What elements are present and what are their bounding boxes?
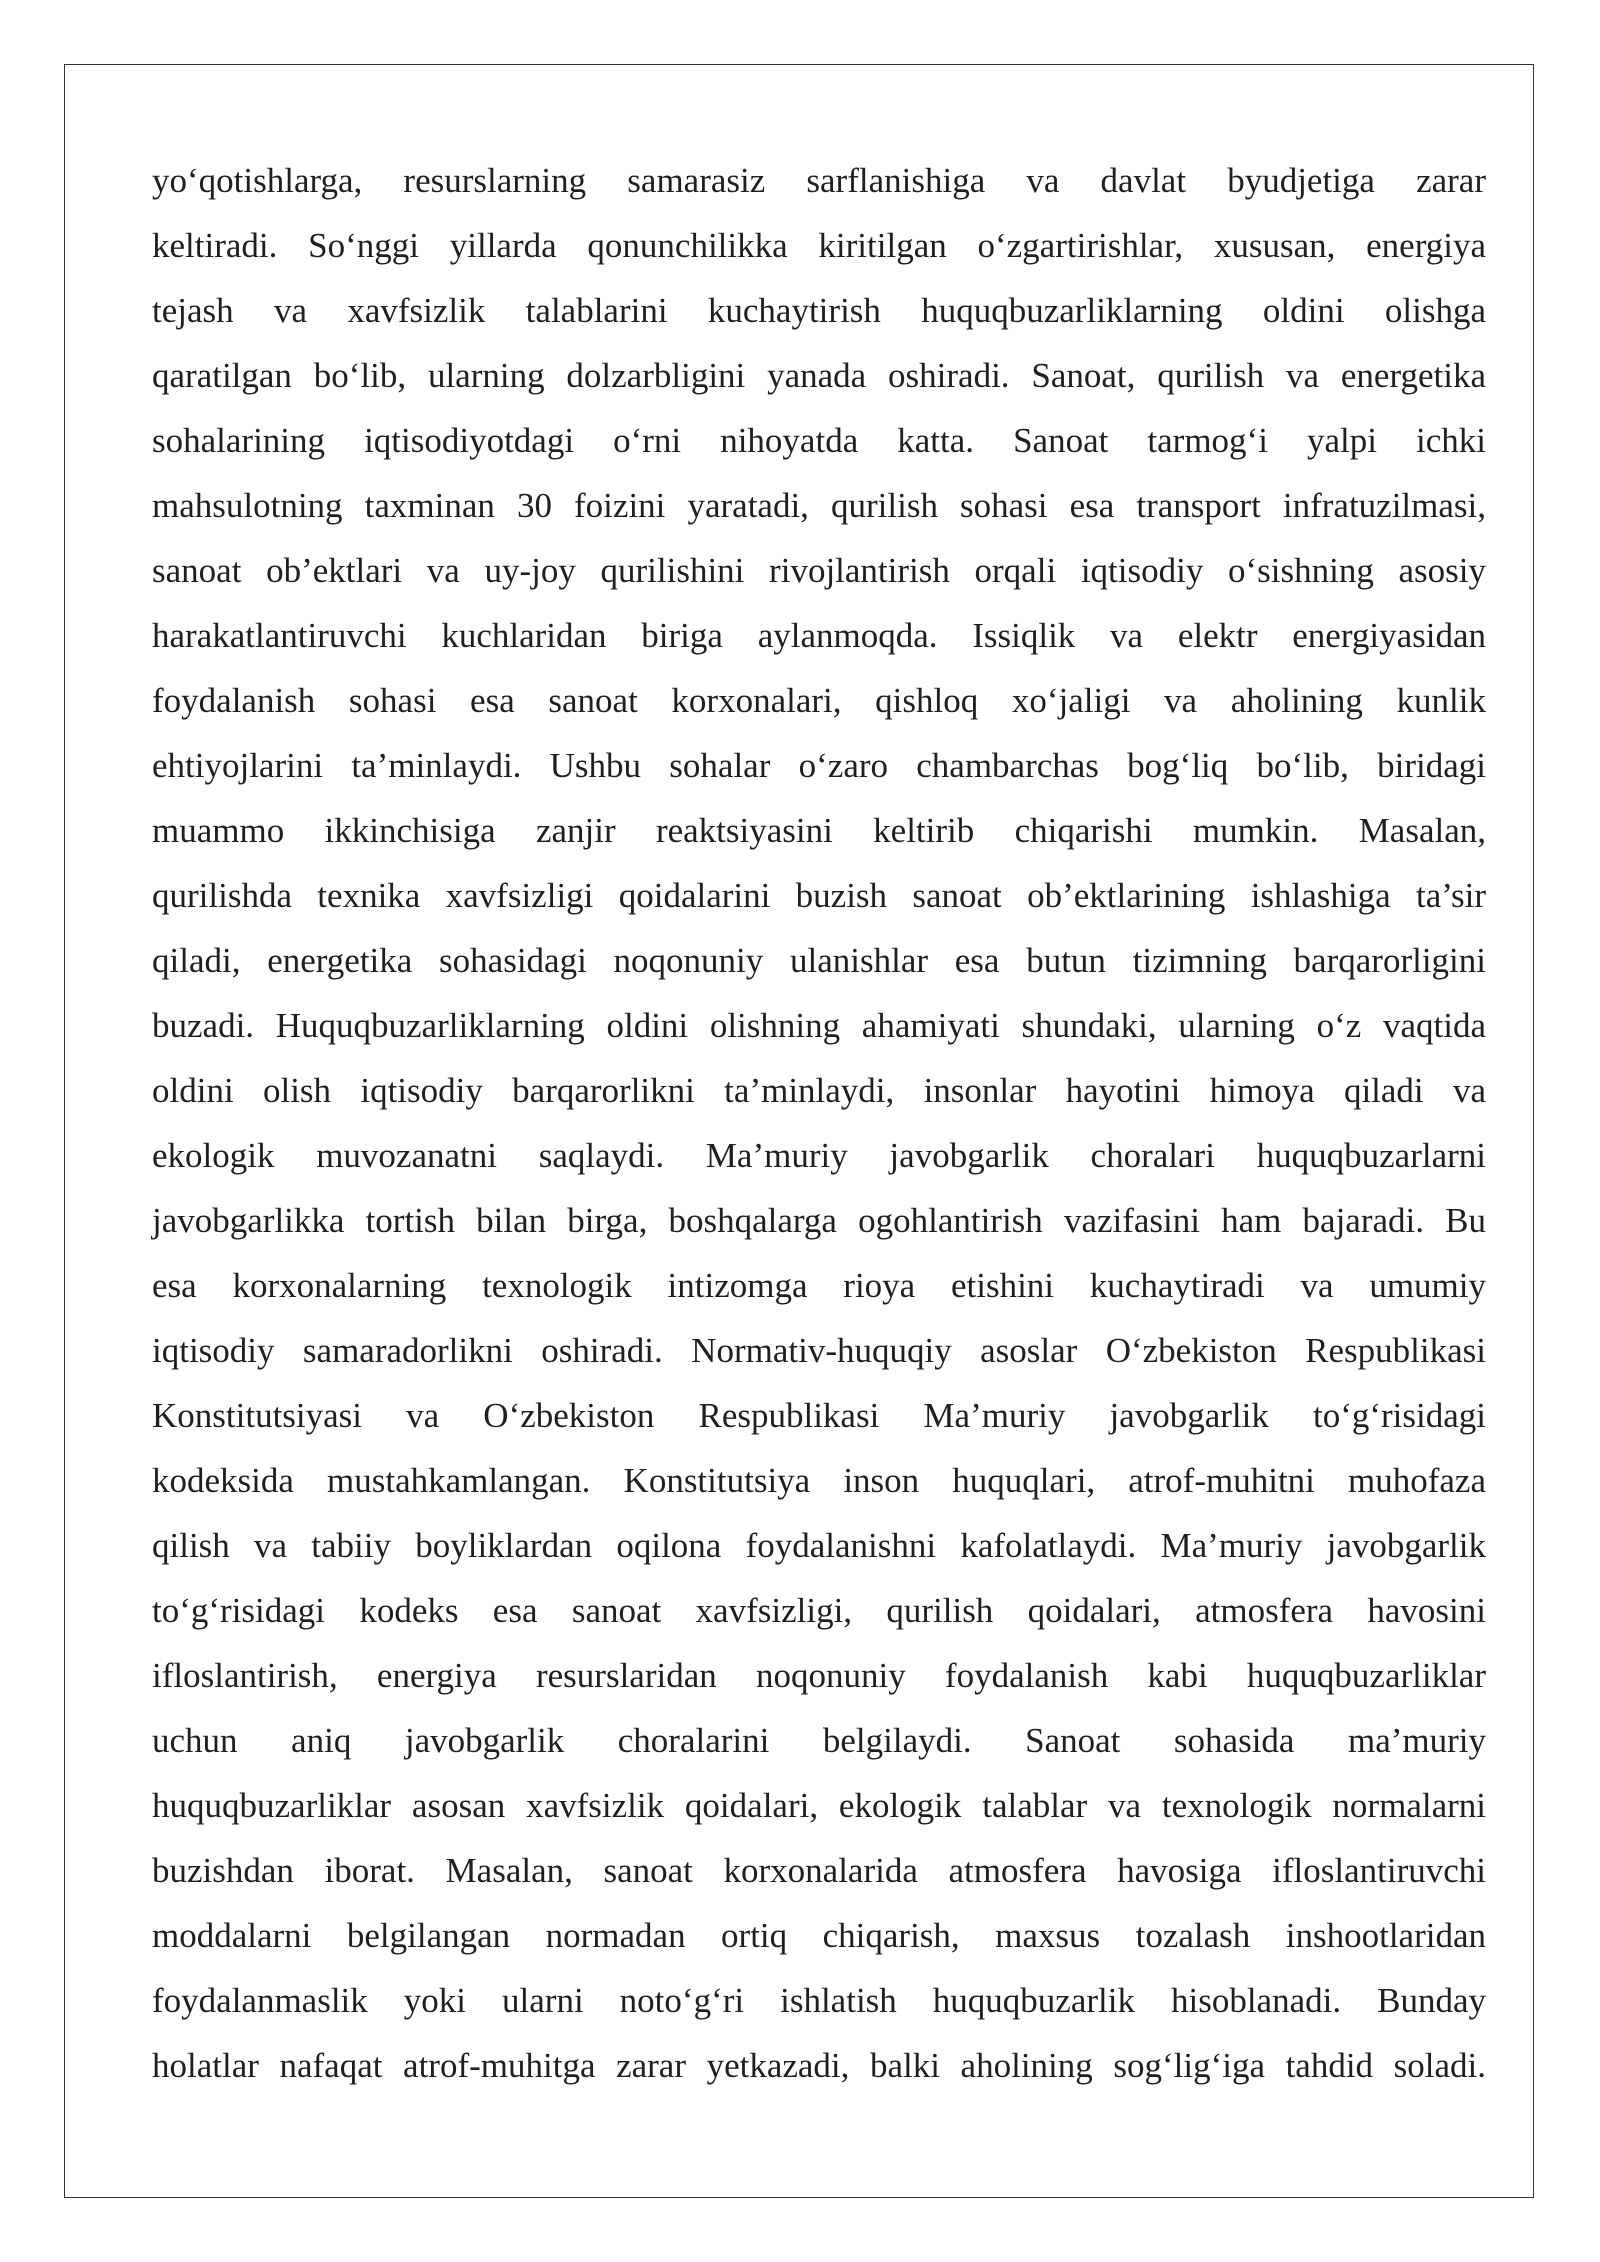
text-line: sohalarining iqtisodiyotdagi o‘rni nihoyatda katta. Sanoat tarmog‘i yalpi ichki [152, 421, 1486, 460]
text-line: foydalanish sohasi esa sanoat korxonalari, qishloq xo‘jaligi va aholining kunlik [152, 681, 1486, 720]
text-line: tejash va xavfsizlik talablarini kuchaytirish huquqbuzarliklarning oldini olishga [152, 291, 1486, 330]
text-line: keltiradi. So‘nggi yillarda qonunchilikka kiritilgan o‘zgartirishlar, xususan, energiya [152, 226, 1486, 265]
text-line: holatlar nafaqat atrof-muhitga zarar yetkazadi, balki aholining sog‘lig‘iga tahdid soladi. [152, 2046, 1486, 2085]
text-line: ekologik muvozanatni saqlaydi. Ma’muriy javobgarlik choralari huquqbuzarlarni [152, 1136, 1486, 1175]
text-line: buzadi. Huquqbuzarliklarning oldini olishning ahamiyati shundaki, ularning o‘z vaqtida [152, 1006, 1486, 1045]
text-line: qaratilgan bo‘lib, ularning dolzarbligini yanada oshiradi. Sanoat, qurilish va energetika [152, 356, 1486, 395]
text-line: esa korxonalarning texnologik intizomga rioya etishini kuchaytiradi va umumiy [152, 1266, 1486, 1305]
text-line: mahsulotning taxminan 30 foizini yaratadi, qurilish sohasi esa transport infratuzilmasi, [152, 486, 1486, 525]
text-line: Konstitutsiyasi va O‘zbekiston Respublikasi Ma’muriy javobgarlik to‘g‘risidagi [152, 1396, 1486, 1435]
text-line: ifloslantirish, energiya resurslaridan noqonuniy foydalanish kabi huquqbuzarliklar [152, 1656, 1486, 1695]
body-paragraph [152, 148, 1486, 2098]
text-line: harakatlantiruvchi kuchlaridan biriga aylanmoqda. Issiqlik va elektr energiyasidan [152, 616, 1486, 655]
text-line: yo‘qotishlarga, resurslarning samarasiz sarflanishiga va davlat byudjetiga zarar [152, 161, 1486, 200]
text-line: qiladi, energetika sohasidagi noqonuniy ulanishlar esa butun tizimning barqarorligini [152, 941, 1486, 980]
text-line: kodeksida mustahkamlangan. Konstitutsiya inson huquqlari, atrof-muhitni muhofaza [152, 1461, 1486, 1500]
text-line: to‘g‘risidagi kodeks esa sanoat xavfsizligi, qurilish qoidalari, atmosfera havosini [152, 1591, 1486, 1630]
text-line: javobgarlikka tortish bilan birga, boshqalarga ogohlantirish vazifasini ham bajaradi. Bu [152, 1201, 1486, 1240]
text-line: buzishdan iborat. Masalan, sanoat korxonalarida atmosfera havosiga ifloslantiruvchi [152, 1851, 1486, 1890]
text-line: uchun aniq javobgarlik choralarini belgilaydi. Sanoat sohasida ma’muriy [152, 1721, 1486, 1760]
text-line: oldini olish iqtisodiy barqarorlikni ta’minlaydi, insonlar hayotini himoya qiladi va [152, 1071, 1486, 1110]
text-line: moddalarni belgilangan normadan ortiq chiqarish, maxsus tozalash inshootlaridan [152, 1916, 1486, 1955]
text-line: ehtiyojlarini ta’minlaydi. Ushbu sohalar o‘zaro chambarchas bog‘liq bo‘lib, biridagi [152, 746, 1486, 785]
text-line: huquqbuzarliklar asosan xavfsizlik qoidalari, ekologik talablar va texnologik normalarni [152, 1786, 1486, 1825]
text-line: foydalanmaslik yoki ularni noto‘g‘ri ishlatish huquqbuzarlik hisoblanadi. Bunday [152, 1981, 1486, 2020]
text-line: iqtisodiy samaradorlikni oshiradi. Normativ-huquqiy asoslar O‘zbekiston Respublikasi [152, 1331, 1486, 1370]
text-line: muammo ikkinchisiga zanjir reaktsiyasini keltirib chiqarishi mumkin. Masalan, [152, 811, 1486, 850]
text-line: qurilishda texnika xavfsizligi qoidalarini buzish sanoat ob’ektlarining ishlashiga ta’sir [152, 876, 1486, 915]
text-line: sanoat ob’ektlari va uy-joy qurilishini rivojlantirish orqali iqtisodiy o‘sishning asosiy [152, 551, 1486, 590]
text-line: qilish va tabiiy boyliklardan oqilona foydalanishni kafolatlaydi. Ma’muriy javobgarlik [152, 1526, 1486, 1565]
